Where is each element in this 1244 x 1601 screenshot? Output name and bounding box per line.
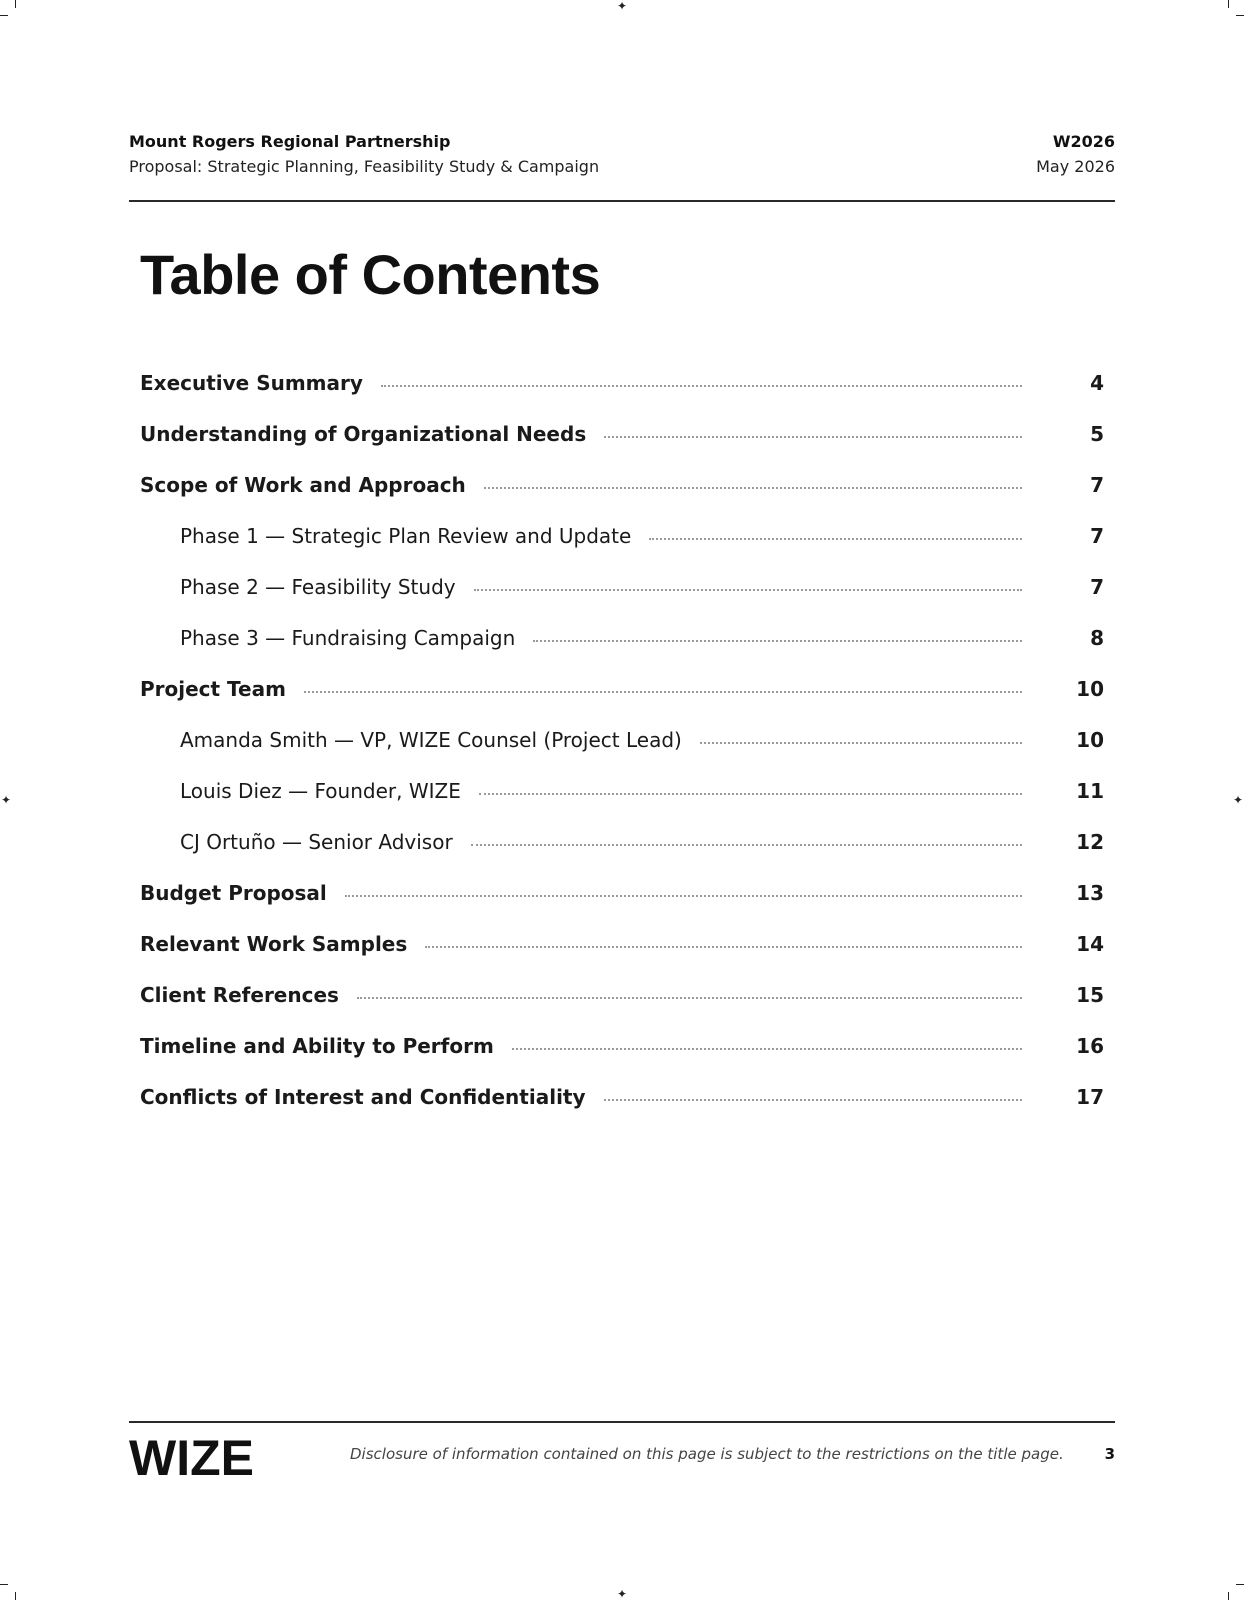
page-header xyxy=(129,132,1115,202)
toc-entry-label: Phase 3 — Fundraising Campaign xyxy=(180,626,516,650)
proposal-subtitle: Proposal: Strategic Planning, Feasibility Study & Campaign xyxy=(129,157,600,176)
crop-mark xyxy=(15,0,16,8)
dot-leader xyxy=(512,1048,1022,1050)
document-code: W2026 xyxy=(1052,132,1115,151)
dot-leader xyxy=(425,946,1022,948)
toc-entry-page: 8 xyxy=(1090,626,1104,650)
dot-leader xyxy=(479,793,1022,795)
toc-entry-page: 5 xyxy=(1090,422,1104,446)
document-date: May 2026 xyxy=(1036,157,1115,176)
dot-leader xyxy=(357,997,1022,999)
toc-entry-page: 7 xyxy=(1090,473,1104,497)
dot-leader xyxy=(304,691,1022,693)
toc-entry-label: Phase 2 — Feasibility Study xyxy=(180,575,456,599)
toc-entry-label: CJ Ortuño — Senior Advisor xyxy=(180,830,453,854)
toc-entry[interactable] xyxy=(140,473,1104,524)
toc-entry-page: 4 xyxy=(1090,371,1104,395)
toc-entry[interactable] xyxy=(140,1085,1104,1136)
disclaimer-text: Disclosure of information contained on this page is subject to the restrictions on the title page. xyxy=(350,1445,1064,1463)
dot-leader xyxy=(533,640,1022,642)
registration-mark-icon: ✦ xyxy=(0,793,12,807)
toc-subentry[interactable] xyxy=(140,626,1104,677)
crop-mark xyxy=(0,1584,8,1585)
toc-entry[interactable] xyxy=(140,932,1104,983)
toc-entry-page: 13 xyxy=(1076,881,1104,905)
toc-entry-label: Phase 1 — Strategic Plan Review and Update xyxy=(180,524,632,548)
toc-subentry[interactable] xyxy=(140,728,1104,779)
dot-leader xyxy=(471,844,1022,846)
page-title: Table of Contents xyxy=(140,243,601,306)
toc-entry-label: Budget Proposal xyxy=(140,881,327,905)
toc-entry-label: Scope of Work and Approach xyxy=(140,473,466,497)
toc-subentry[interactable] xyxy=(140,779,1104,830)
toc-entry-label: Amanda Smith — VP, WIZE Counsel (Project Lead) xyxy=(180,728,682,752)
toc-entry-page: 17 xyxy=(1076,1085,1104,1109)
toc-entry-label: Timeline and Ability to Perform xyxy=(140,1034,494,1058)
toc-entry-page: 7 xyxy=(1090,575,1104,599)
header-left xyxy=(129,132,599,177)
toc-entry[interactable] xyxy=(140,371,1104,422)
crop-mark xyxy=(1236,15,1244,16)
dot-leader xyxy=(700,742,1022,744)
toc-entry-label: Understanding of Organizational Needs xyxy=(140,422,587,446)
registration-mark-icon: ✦ xyxy=(616,1587,628,1601)
toc-entry-page: 16 xyxy=(1076,1034,1104,1058)
dot-leader xyxy=(381,385,1022,387)
toc-entry[interactable] xyxy=(140,881,1104,932)
dot-leader xyxy=(604,1099,1022,1101)
crop-mark xyxy=(1228,1592,1229,1600)
header-right xyxy=(1036,132,1115,177)
crop-mark xyxy=(1228,0,1229,8)
dot-leader xyxy=(604,436,1022,438)
toc-entry-page: 12 xyxy=(1076,830,1104,854)
registration-mark-icon: ✦ xyxy=(616,0,628,13)
toc-entry[interactable] xyxy=(140,677,1104,728)
dot-leader xyxy=(484,487,1022,489)
toc-entry[interactable] xyxy=(140,983,1104,1034)
dot-leader xyxy=(649,538,1022,540)
toc-entry[interactable] xyxy=(140,422,1104,473)
crop-mark xyxy=(0,15,8,16)
toc-subentry[interactable] xyxy=(140,524,1104,575)
toc-entry-label: Louis Diez — Founder, WIZE xyxy=(180,779,461,803)
toc-entry-label: Conflicts of Interest and Confidentiality xyxy=(140,1085,586,1109)
dot-leader xyxy=(474,589,1022,591)
dot-leader xyxy=(345,895,1022,897)
toc-entry[interactable] xyxy=(140,1034,1104,1085)
toc-subentry[interactable] xyxy=(140,830,1104,881)
toc-entry-page: 10 xyxy=(1076,728,1104,752)
crop-mark xyxy=(1236,1584,1244,1585)
toc-entry-page: 15 xyxy=(1076,983,1104,1007)
toc-entry-label: Client References xyxy=(140,983,339,1007)
toc-subentry[interactable] xyxy=(140,575,1104,626)
toc-entry-page: 11 xyxy=(1076,779,1104,803)
toc-entry-label: Relevant Work Samples xyxy=(140,932,408,956)
page-number: 3 xyxy=(1104,1445,1115,1463)
page-footer xyxy=(129,1421,1115,1486)
toc-entry-page: 7 xyxy=(1090,524,1104,548)
toc-entry-page: 10 xyxy=(1076,677,1104,701)
organization-name: Mount Rogers Regional Partnership xyxy=(129,132,451,151)
table-of-contents xyxy=(140,371,1104,1136)
registration-mark-icon: ✦ xyxy=(1232,793,1244,807)
wize-logo: WIZE xyxy=(129,1430,254,1486)
crop-mark xyxy=(15,1592,16,1600)
toc-entry-label: Project Team xyxy=(140,677,286,701)
toc-entry-label: Executive Summary xyxy=(140,371,363,395)
toc-entry-page: 14 xyxy=(1076,932,1104,956)
